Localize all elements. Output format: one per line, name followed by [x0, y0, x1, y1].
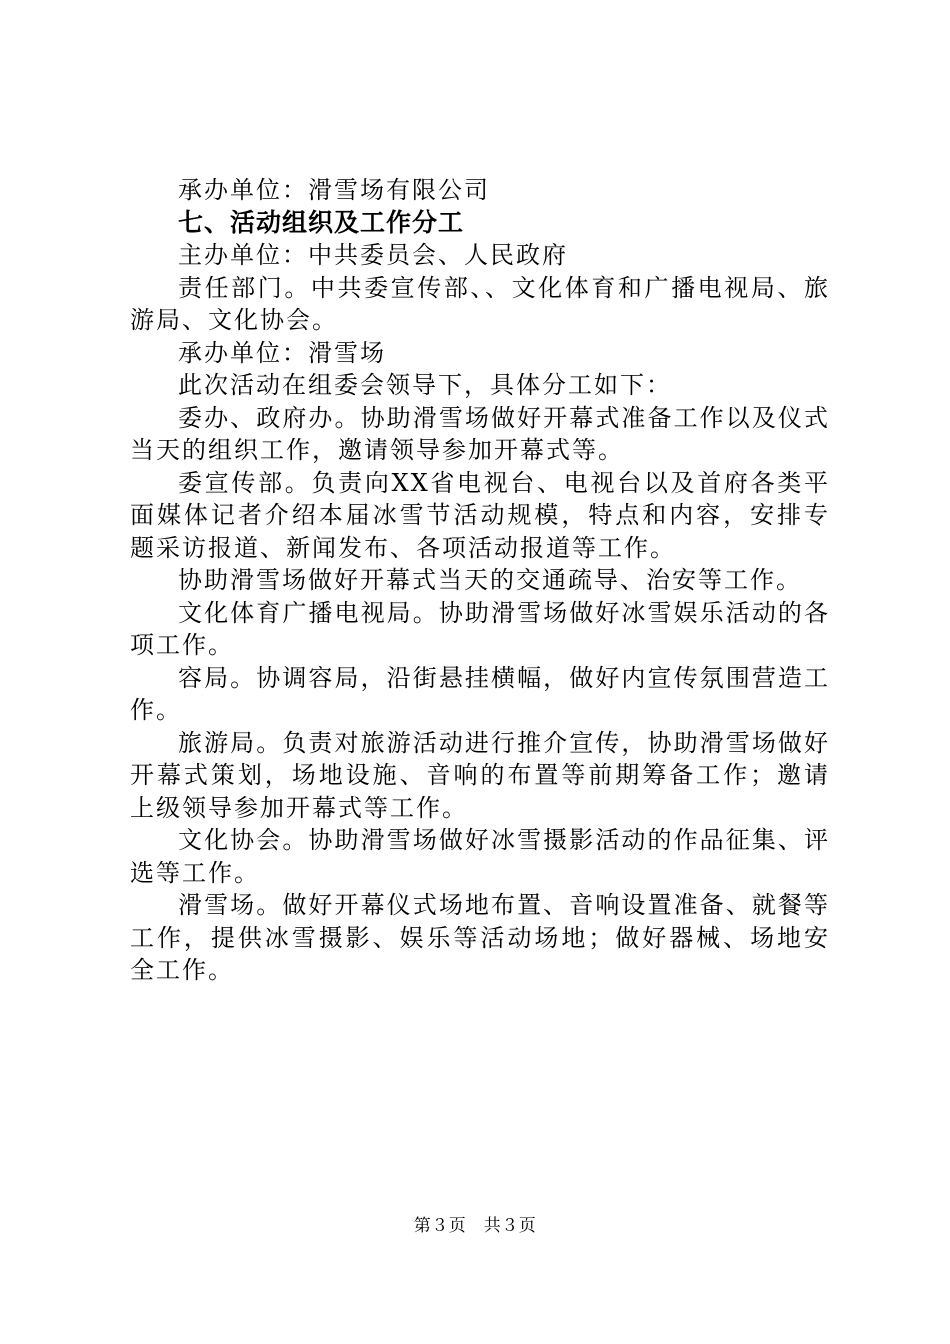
paragraph-organizer-unit-1: 承办单位：滑雪场有限公司 [178, 176, 490, 204]
paragraph-organizer-unit-2: 承办单位：滑雪场 [178, 338, 386, 367]
paragraph-division-intro: 此次活动在组委会领导下，具体分工如下： [178, 371, 672, 399]
paragraph-publicity-department: 委宣传部。负责向XX省电视台、电视台以及首府各类平面媒体记者介绍本届冰雪节活动规模，特点和内容，安排专题采访报道、新闻发布、各项活动报道等工作。 [130, 468, 830, 562]
section-heading-organization: 七、活动组织及工作分工 [178, 207, 465, 237]
paragraph-culture-sports-bureau: 文化体育广播电视局。协助滑雪场做好冰雪娱乐活动的各项工作。 [130, 598, 830, 659]
document-body [130, 174, 830, 987]
page-footer: 第３页 共３页 [413, 1216, 537, 1236]
paragraph-government-office: 委办、政府办。协助滑雪场做好开幕式准备工作以及仪式当天的组织工作，邀请领导参加开幕式等。 [130, 403, 830, 464]
paragraph-host-unit: 主办单位：中共委员会、人民政府 [178, 241, 568, 269]
paragraph-culture-association: 文化协会。协助滑雪场做好冰雪摄影活动的作品征集、评选等工作。 [130, 826, 830, 887]
paragraph-ski-resort: 滑雪场。做好开幕仪式场地布置、音响设置准备、就餐等工作，提供冰雪摄影、娱乐等活动场地；做好器械、场地安全工作。 [130, 891, 830, 984]
paragraph-traffic-security: 协助滑雪场做好开幕式当天的交通疏导、治安等工作。 [178, 566, 802, 594]
paragraph-tourism-bureau: 旅游局。负责对旅游活动进行推介宣传，协助滑雪场做好开幕式策划，场地设施、音响的布置等前期筹备工作；邀请上级领导参加开幕式等工作。 [130, 728, 830, 822]
paragraph-responsible-departments: 责任部门。中共委宣传部、、文化体育和广播电视局、旅游局、文化协会。 [130, 273, 830, 334]
paragraph-city-appearance-bureau: 容局。协调容局，沿街悬挂横幅，做好内宣传氛围营造工作。 [130, 663, 830, 724]
